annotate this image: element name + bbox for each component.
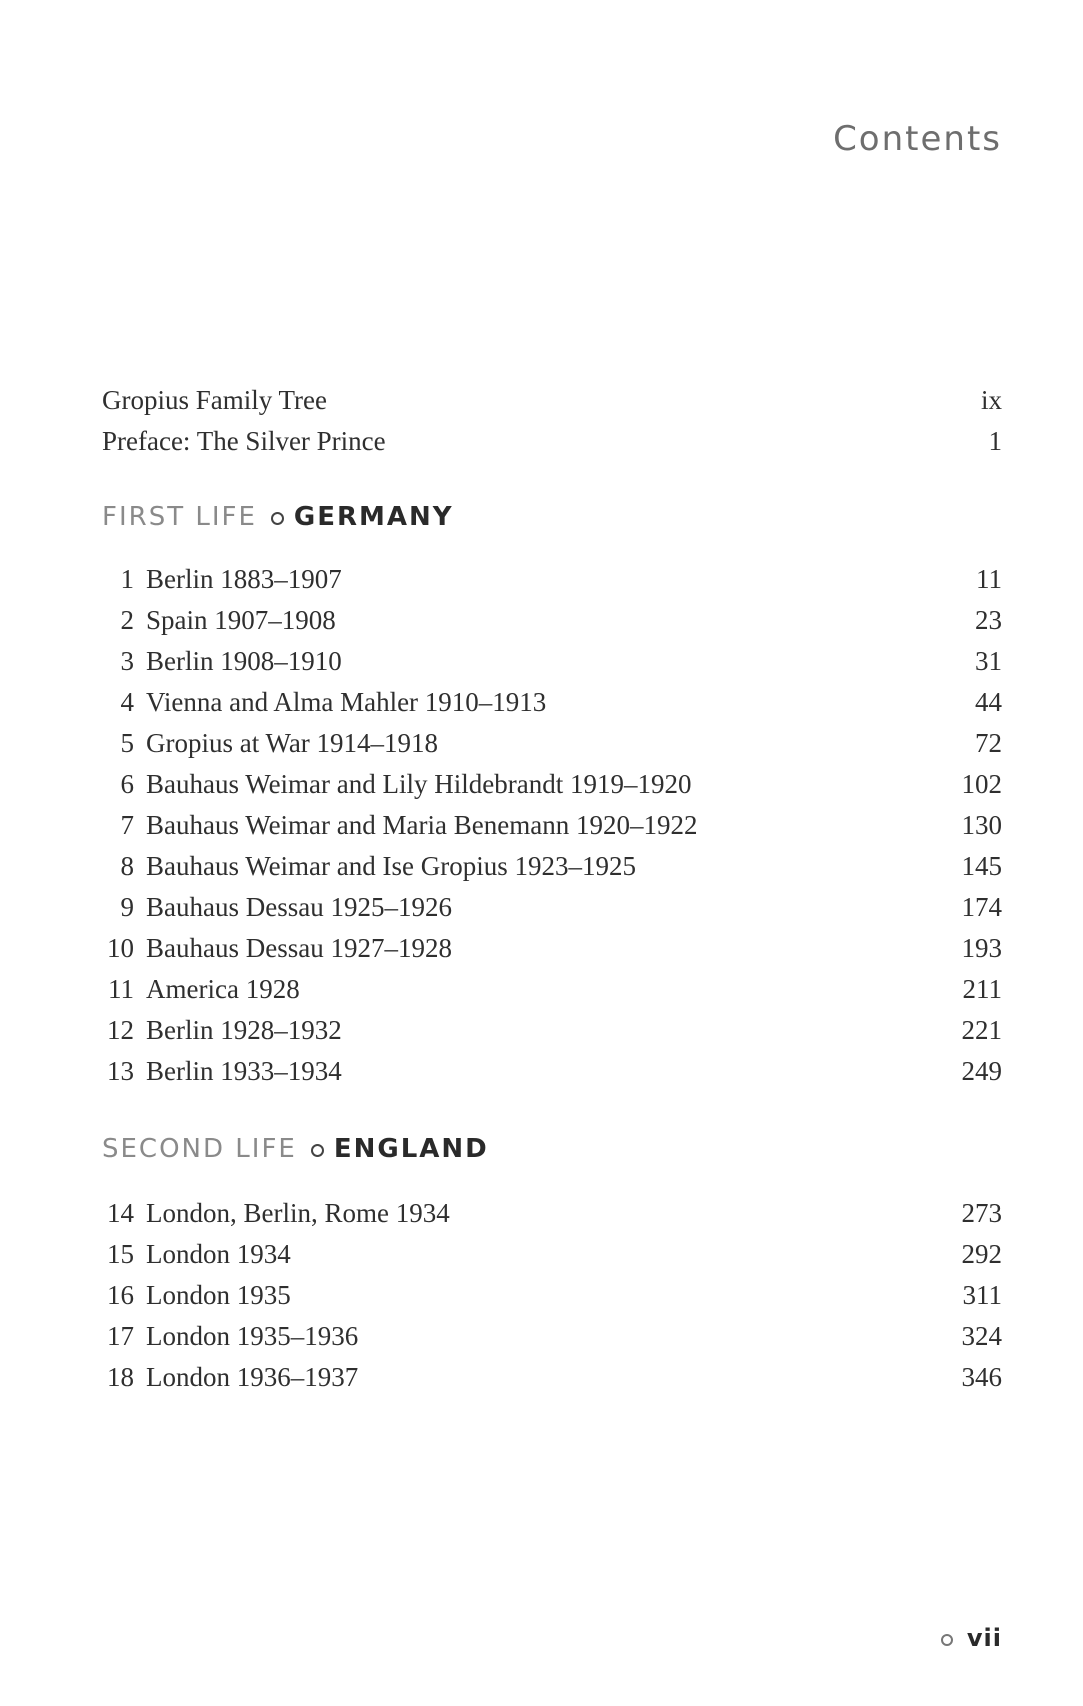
chapter-row[interactable] [102, 969, 1002, 1009]
chapter-number: 18 [107, 1362, 134, 1392]
chapter-row[interactable] [102, 641, 1002, 681]
chapter-row[interactable] [102, 805, 1002, 845]
chapter-number: 16 [107, 1280, 134, 1310]
chapter-row[interactable] [102, 764, 1002, 804]
chapter-page: 346 [961, 1362, 1002, 1392]
chapter-page: 11 [976, 564, 1002, 594]
chapter-number: 2 [120, 605, 134, 635]
chapter-page: 23 [975, 605, 1002, 635]
chapter-row[interactable] [102, 1357, 1002, 1397]
chapter-number: 14 [107, 1198, 134, 1228]
chapter-title: Bauhaus Dessau 1925–1926 [146, 892, 452, 922]
chapter-title: Vienna and Alma Mahler 1910–1913 [146, 687, 547, 717]
chapter-number: 9 [120, 892, 134, 922]
chapter-title: London 1935 [146, 1280, 291, 1310]
chapter-number: 11 [108, 974, 134, 1004]
chapter-number: 7 [120, 810, 134, 840]
bullet-icon [311, 1144, 324, 1157]
chapter-row[interactable] [102, 1010, 1002, 1050]
page-number: vii [966, 1624, 1002, 1652]
chapter-title: London 1936–1937 [146, 1362, 359, 1392]
chapter-title: London, Berlin, Rome 1934 [146, 1198, 450, 1228]
chapter-number: 3 [120, 646, 134, 676]
part-label: SECOND LIFE [102, 1134, 297, 1164]
chapter-page: 324 [961, 1321, 1002, 1351]
chapter-page: 72 [975, 728, 1002, 758]
chapter-title: Bauhaus Weimar and Ise Gropius 1923–1925 [146, 851, 636, 881]
chapter-page: 273 [961, 1198, 1002, 1228]
chapter-title: Bauhaus Weimar and Lily Hildebrandt 1919–1920 [146, 769, 692, 799]
chapter-title: Berlin 1883–1907 [146, 564, 342, 594]
chapter-number: 15 [107, 1239, 134, 1269]
chapter-row[interactable] [102, 1051, 1002, 1091]
chapter-title: Bauhaus Weimar and Maria Benemann 1920–1922 [146, 810, 698, 840]
chapter-number: 13 [107, 1056, 134, 1086]
part-label: FIRST LIFE [102, 502, 257, 532]
chapter-page: 221 [961, 1015, 1002, 1045]
chapter-row[interactable] [102, 682, 1002, 722]
chapter-page: 130 [961, 810, 1002, 840]
page-title: Contents [833, 118, 1002, 159]
chapter-page: 44 [975, 687, 1002, 717]
part-heading-second-life [102, 1129, 489, 1169]
chapter-number: 12 [107, 1015, 134, 1045]
chapter-number: 6 [120, 769, 134, 799]
chapter-number: 4 [120, 687, 134, 717]
chapter-number: 8 [120, 851, 134, 881]
chapter-number: 17 [107, 1321, 134, 1351]
chapter-number: 5 [120, 728, 134, 758]
page-footer [941, 1620, 1002, 1656]
chapter-row[interactable] [102, 600, 1002, 640]
toc-entry-page: ix [980, 385, 1002, 415]
chapter-title: Berlin 1908–1910 [146, 646, 342, 676]
chapter-title: Berlin 1933–1934 [146, 1056, 342, 1086]
bullet-icon [941, 1634, 953, 1646]
chapter-title: America 1928 [146, 974, 300, 1004]
toc-entry-family-tree[interactable] [102, 380, 1002, 420]
chapter-page: 174 [961, 892, 1002, 922]
chapter-row[interactable] [102, 723, 1002, 763]
bullet-icon [271, 512, 284, 525]
chapter-row[interactable] [102, 1316, 1002, 1356]
chapter-title: Gropius at War 1914–1918 [146, 728, 439, 758]
chapter-title: London 1934 [146, 1239, 291, 1269]
part-heading-first-life [102, 497, 454, 537]
toc-entry-preface[interactable] [102, 421, 1002, 461]
chapter-page: 102 [961, 769, 1002, 799]
chapter-page: 249 [961, 1056, 1002, 1086]
chapter-row[interactable] [102, 1193, 1002, 1233]
chapter-row[interactable] [102, 559, 1002, 599]
chapter-number: 1 [120, 564, 134, 594]
chapter-row[interactable] [102, 1275, 1002, 1315]
toc-entry-title: Preface: The Silver Prince [102, 426, 386, 456]
chapter-page: 311 [962, 1280, 1002, 1310]
chapter-page: 193 [961, 933, 1002, 963]
chapter-row[interactable] [102, 1234, 1002, 1274]
part-name: ENGLAND [333, 1134, 489, 1164]
chapter-title: Spain 1907–1908 [146, 605, 336, 635]
chapter-page: 211 [962, 974, 1002, 1004]
chapter-row[interactable] [102, 887, 1002, 927]
toc-entry-title: Gropius Family Tree [102, 385, 328, 415]
chapter-row[interactable] [102, 928, 1002, 968]
chapter-title: Berlin 1928–1932 [146, 1015, 342, 1045]
part-name: GERMANY [293, 502, 454, 532]
chapter-row[interactable] [102, 846, 1002, 886]
chapter-page: 31 [975, 646, 1002, 676]
toc-entry-page: 1 [988, 426, 1002, 456]
chapter-page: 292 [961, 1239, 1002, 1269]
chapter-title: London 1935–1936 [146, 1321, 359, 1351]
chapter-title: Bauhaus Dessau 1927–1928 [146, 933, 452, 963]
chapter-page: 145 [961, 851, 1002, 881]
chapter-number: 10 [107, 933, 134, 963]
